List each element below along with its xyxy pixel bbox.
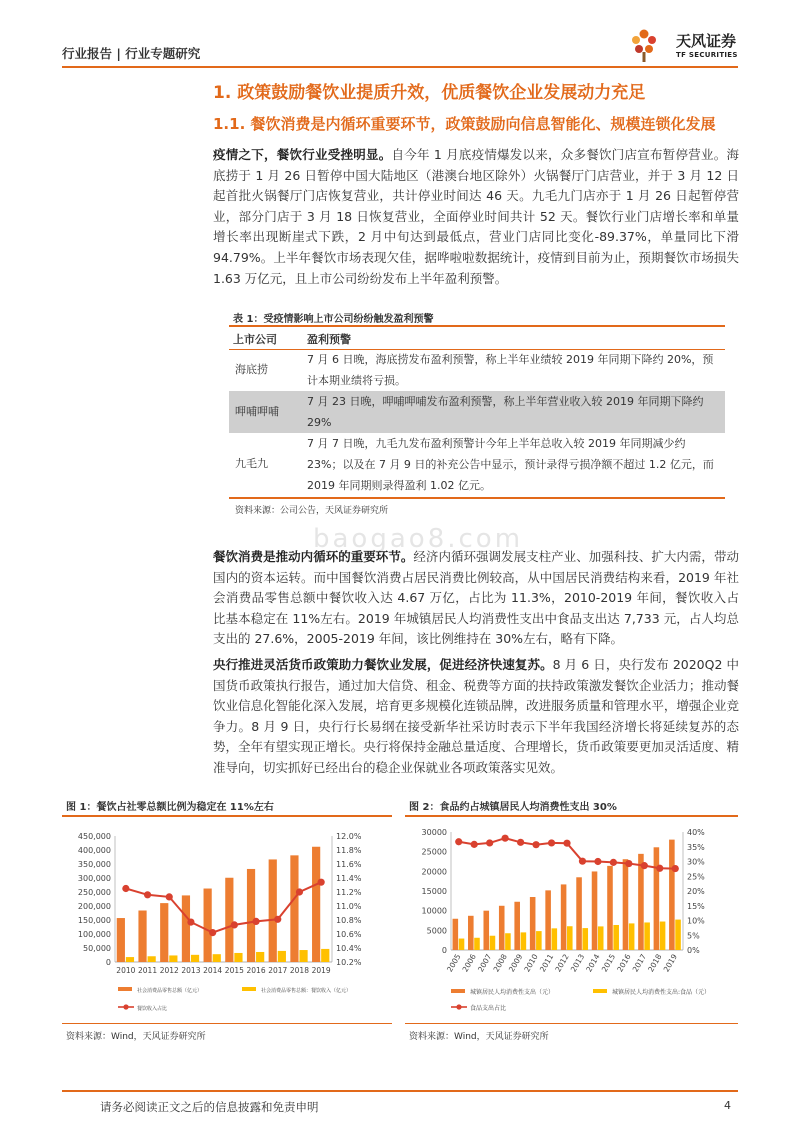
paragraph-epidemic — [213, 145, 739, 289]
figure1-bottom-rule — [62, 1023, 392, 1024]
line-point — [187, 919, 194, 926]
table-source: 资料来源：公司公告，天风证券研究所 — [235, 506, 389, 516]
row-text: 7 月 23 日晚，呷哺呷哺发布盈利预警，称上半年营业收入较 2019 年同期下降约 29% — [307, 395, 704, 429]
brand-subtitle: TF SECURITIES — [676, 51, 738, 59]
y-tick-left-label: 5000 — [426, 926, 447, 936]
line-point — [594, 858, 601, 865]
line-point — [231, 921, 238, 928]
figure2-bottom-rule — [405, 1023, 738, 1024]
x-tick-label: 2012 — [553, 952, 571, 974]
subsection-heading: 1.1. 餐饮消费是内循环重要环节，政策鼓励向信息智能化、规模连锁化发展 — [213, 115, 716, 133]
legend-swatch — [593, 989, 607, 993]
line-point — [252, 918, 259, 925]
y-tick-left-label: 20000 — [421, 867, 447, 877]
y-tick-right-label: 20% — [687, 887, 705, 896]
line-point — [625, 860, 632, 867]
line-point — [471, 841, 478, 848]
y-tick-left-label: 250,000 — [77, 888, 111, 897]
bar — [490, 936, 496, 950]
bar — [592, 871, 598, 950]
bar — [459, 939, 465, 950]
line-point — [274, 916, 281, 923]
y-tick-right-label: 5% — [687, 931, 700, 941]
table-row — [229, 391, 725, 433]
y-tick-left-label: 30000 — [421, 828, 447, 837]
line-point — [610, 859, 617, 866]
y-tick-right-label: 10.8% — [336, 916, 362, 925]
bar — [505, 933, 511, 950]
line-point — [517, 839, 524, 846]
y-tick-left-label: 150,000 — [77, 916, 111, 925]
bar — [453, 919, 459, 950]
line-point — [532, 841, 539, 848]
line-point — [144, 891, 151, 898]
line-point — [166, 893, 173, 900]
bar — [623, 859, 629, 950]
legend-label: 城镇居民人均消费性支出（元） — [470, 989, 555, 996]
row-text: 7 月 7 日晚，九毛九发布盈利预警计今年上半年总收入较 2019 年同期减少约 23%；以及在 7 月 9 日的补充公告中显示，预计录得亏损净额不超过 1.2 亿元，而 2019 年同期则录得盈利 1.02 亿元。 — [307, 437, 714, 492]
bar — [613, 925, 619, 950]
line-point — [563, 840, 570, 847]
paragraph-lead: 疫情之下，餐饮行业受挫明显。 — [213, 147, 392, 162]
table-title: 表 1：受疫情影响上市公司纷纷触发盈利预警 — [233, 314, 434, 325]
x-tick-label: 2018 — [289, 966, 309, 975]
y-tick-right-label: 11.2% — [336, 888, 362, 897]
legend-swatch — [118, 987, 132, 991]
row-company: 呷哺呷哺 — [235, 405, 279, 418]
bar — [299, 950, 307, 962]
y-tick-right-label: 11.4% — [336, 874, 362, 883]
y-tick-right-label: 12.0% — [336, 832, 362, 841]
header-company: 上市公司 — [233, 333, 277, 346]
y-tick-left-label: 50,000 — [83, 944, 111, 953]
table-top-rule — [229, 325, 725, 327]
bar — [483, 911, 489, 950]
x-tick-label: 2012 — [159, 966, 179, 975]
x-tick-label: 2016 — [246, 966, 266, 975]
bar — [536, 931, 542, 950]
figure1-title: 图 1：餐饮占社零总额比例为稳定在 11%左右 — [66, 802, 274, 813]
y-tick-left-label: 25000 — [421, 847, 447, 857]
figure2-source: 资料来源：Wind，天风证券研究所 — [409, 1032, 549, 1042]
bar — [278, 951, 286, 962]
figure2-title: 图 2：食品约占城镇居民人均消费性支出 30% — [409, 802, 617, 813]
bar — [269, 859, 277, 962]
bar — [204, 889, 212, 962]
bar — [552, 928, 558, 950]
y-tick-left-label: 15000 — [421, 887, 447, 896]
table-bottom-rule — [229, 497, 725, 499]
bar — [474, 938, 480, 950]
bar — [225, 878, 233, 962]
row-company: 九毛九 — [235, 457, 268, 470]
bar — [545, 890, 551, 950]
section-heading: 1. 政策鼓励餐饮业提质升效，优质餐饮企业发展动力充足 — [213, 83, 646, 103]
bar — [598, 926, 604, 950]
y-tick-right-label: 10% — [687, 916, 705, 926]
line-point — [502, 835, 509, 842]
line-point — [455, 838, 462, 845]
bar — [312, 847, 320, 962]
footer-disclaimer: 请务必阅读正文之后的信息披露和免责申明 — [100, 1100, 319, 1114]
y-tick-left-label: 100,000 — [77, 930, 111, 939]
row-company: 海底捞 — [235, 363, 268, 376]
line-point — [672, 865, 679, 872]
figure1-source: 资料来源：Wind，天风证券研究所 — [66, 1032, 206, 1042]
table-header-warning — [307, 331, 351, 347]
y-tick-left-label: 0 — [105, 958, 111, 967]
paragraph-consumption — [213, 547, 739, 650]
page-number: 4 — [724, 1099, 731, 1112]
paragraph-monetary-policy — [213, 655, 739, 779]
bar — [582, 928, 588, 950]
legend-label: 社会消费品零售总额（亿元） — [137, 988, 203, 994]
bar — [675, 920, 681, 950]
line-point — [641, 862, 648, 869]
bar — [561, 884, 567, 950]
x-tick-label: 2010 — [522, 952, 540, 974]
y-tick-left-label: 400,000 — [77, 846, 111, 855]
x-tick-label: 2011 — [138, 966, 158, 975]
bar — [234, 953, 242, 962]
bar — [576, 877, 582, 950]
brand-name: 天风证券 — [676, 32, 737, 50]
y-tick-right-label: 25% — [687, 872, 705, 882]
legend-label: 食品支出占比 — [470, 1005, 507, 1012]
line-point — [486, 839, 493, 846]
bar — [160, 903, 168, 962]
figure2-chart — [405, 822, 738, 1020]
x-tick-label: 2015 — [224, 966, 244, 975]
x-tick-label: 2008 — [491, 952, 509, 974]
x-tick-label: 2014 — [203, 966, 223, 975]
x-tick-label: 2019 — [661, 952, 679, 974]
line-point — [296, 888, 303, 895]
y-tick-right-label: 15% — [687, 901, 705, 911]
watermark: baogao8.com — [313, 524, 524, 554]
bar — [182, 895, 190, 962]
y-tick-right-label: 10.2% — [336, 958, 362, 967]
y-tick-right-label: 11.0% — [336, 902, 362, 911]
header-divider — [62, 66, 738, 68]
y-tick-left-label: 350,000 — [77, 860, 111, 869]
bar — [654, 847, 660, 950]
x-tick-label: 2015 — [599, 952, 618, 974]
y-tick-right-label: 11.8% — [336, 846, 362, 855]
x-tick-label: 2005 — [445, 952, 463, 974]
y-tick-right-label: 10.4% — [336, 944, 362, 953]
bar — [117, 918, 125, 962]
bar — [468, 916, 474, 950]
y-tick-left-label: 10000 — [421, 906, 447, 916]
x-tick-label: 2019 — [311, 966, 331, 975]
bar — [138, 911, 146, 962]
paragraph-body: 自今年 1 月底疫情爆发以来，众多餐饮门店宣布暂停营业。海底捞于 1 月 26 日暂停中国大陆地区（港澳台地区除外）火锅餐厅门店营业，并于 3 月 12 日起首批火锅餐厅门店恢复营业，共计停业时间达 46 天。九毛九门店亦于 1 月 26 日起暂停营业，部分门店于 3 月 18 日恢复营业，全面停业时间共计 52 天。餐饮行业门店增长率和单量增长率出现断崖式下跌，2 月中旬达到最低点，营业门店同比变化-89.37%，单量同比下滑 94.79%。上半年餐饮市场表现欠佳，据哗啦啦数据统计，疫情到目前为止，预期餐饮市场损失 1.63 万亿元，且上市公司纷纷发布上半年盈利预警。 — [213, 147, 739, 286]
bar — [148, 956, 156, 962]
header-warning: 盈利预警 — [307, 333, 351, 346]
bar — [629, 923, 635, 950]
paragraph-lead: 央行推进灵活货币政策助力餐饮业发展，促进经济快速复苏。 — [213, 657, 553, 672]
y-tick-right-label: 35% — [687, 842, 705, 852]
x-tick-label: 2014 — [584, 952, 602, 974]
figure2-rule — [405, 815, 738, 817]
paragraph-body: 8 月 6 日，央行发布 2020Q2 中国货币政策执行报告，通过加大信贷、租金、税费等方面的扶持政策激发餐饮企业活力；推动餐饮业信息化智能化深入发展，培育更多规模化连锁品牌，改进服务质量和管理水平，增强企业竞争力。8 月 9 日，央行行长易纲在接受新华社采访时表示下半年我国经济增长将延续复苏的态势，全年有望实现正增长。央行将保持金融总量适度、合理增长，货币政策要更加灵活适度、精准导向，切实抓好已经出台的稳企业保就业各项政策落实见效。 — [213, 657, 739, 775]
line-point — [656, 865, 663, 872]
legend-label: 社会消费品零售总额：餐饮收入（亿元） — [261, 988, 352, 994]
bar — [290, 855, 298, 962]
x-tick-label: 2017 — [268, 966, 288, 975]
bar — [126, 957, 134, 962]
y-tick-left-label: 300,000 — [77, 874, 111, 883]
y-tick-right-label: 0% — [687, 946, 700, 955]
bar — [514, 902, 520, 950]
row-text: 7 月 6 日晚，海底捞发布盈利预警，称上半年业绩较 2019 年同期下降约 20%，预计本期业绩将亏损。 — [307, 353, 714, 387]
bar — [213, 954, 221, 962]
y-tick-right-label: 40% — [687, 828, 705, 837]
report-type-label: 行业报告 | 行业专题研究 — [62, 46, 201, 61]
paragraph-lead: 餐饮消费是推动内循环的重要环节。 — [213, 549, 414, 564]
bar — [669, 840, 675, 950]
x-tick-label: 2011 — [537, 952, 556, 974]
figure1-chart — [62, 822, 392, 1020]
bar — [607, 866, 613, 950]
x-tick-label: 2009 — [506, 952, 525, 974]
bar — [256, 952, 264, 962]
y-tick-right-label: 30% — [687, 857, 705, 867]
bar — [530, 897, 536, 950]
x-tick-label: 2013 — [568, 952, 587, 974]
table-header-company — [233, 331, 277, 347]
x-tick-label: 2007 — [476, 952, 494, 974]
bar — [247, 869, 255, 962]
legend-label: 城镇居民人均消费性支出:食品（元） — [612, 989, 711, 996]
legend-label: 餐饮收入占比 — [137, 1006, 168, 1012]
y-tick-right-label: 10.6% — [336, 930, 362, 939]
legend-swatch — [242, 987, 256, 991]
line-point — [209, 929, 216, 936]
line-point — [548, 839, 555, 846]
line-point — [579, 858, 586, 865]
bar — [660, 922, 666, 950]
table-row — [229, 349, 725, 391]
bar — [644, 922, 650, 950]
y-tick-right-label: 11.6% — [336, 860, 362, 869]
line-point — [318, 879, 325, 886]
bar — [321, 949, 329, 962]
footer-divider — [62, 1090, 738, 1092]
line-point — [122, 885, 129, 892]
x-tick-label: 2016 — [615, 952, 633, 974]
bar — [169, 955, 177, 962]
x-tick-label: 2017 — [630, 952, 649, 974]
y-tick-left-label: 450,000 — [77, 832, 111, 841]
bar — [191, 955, 199, 962]
legend-marker — [456, 1004, 461, 1009]
bar — [521, 932, 527, 950]
legend-marker — [123, 1004, 128, 1009]
x-tick-label: 2006 — [460, 952, 478, 974]
legend-swatch — [451, 989, 465, 993]
x-tick-label: 2018 — [646, 952, 664, 974]
table-row — [229, 433, 725, 496]
figure1-rule — [62, 815, 392, 817]
x-tick-label: 2010 — [116, 966, 136, 975]
x-tick-label: 2013 — [181, 966, 201, 975]
bar — [499, 906, 505, 950]
y-tick-left-label: 200,000 — [77, 902, 111, 911]
bar — [567, 926, 573, 950]
y-tick-left-label: 0 — [441, 946, 447, 955]
paragraph-body: 经济内循环强调发展支柱产业、加强科技、扩大内需，带动国内的资本运转。而中国餐饮消费占居民消费比例较高，从中国居民消费结构来看，2019 年社会消费品零售总额中餐饮收入达 4.67 万亿，占比为 11.3%，2010-2019 年间，餐饮收入占比基本稳定在 11%左右。2019 年城镇居民人均消费性支出中食品支出达 7,733 元，占人均总支出的 27.6%，2005-2019 年间，该比例维持在 30%左右，略有下降。 — [213, 549, 739, 647]
